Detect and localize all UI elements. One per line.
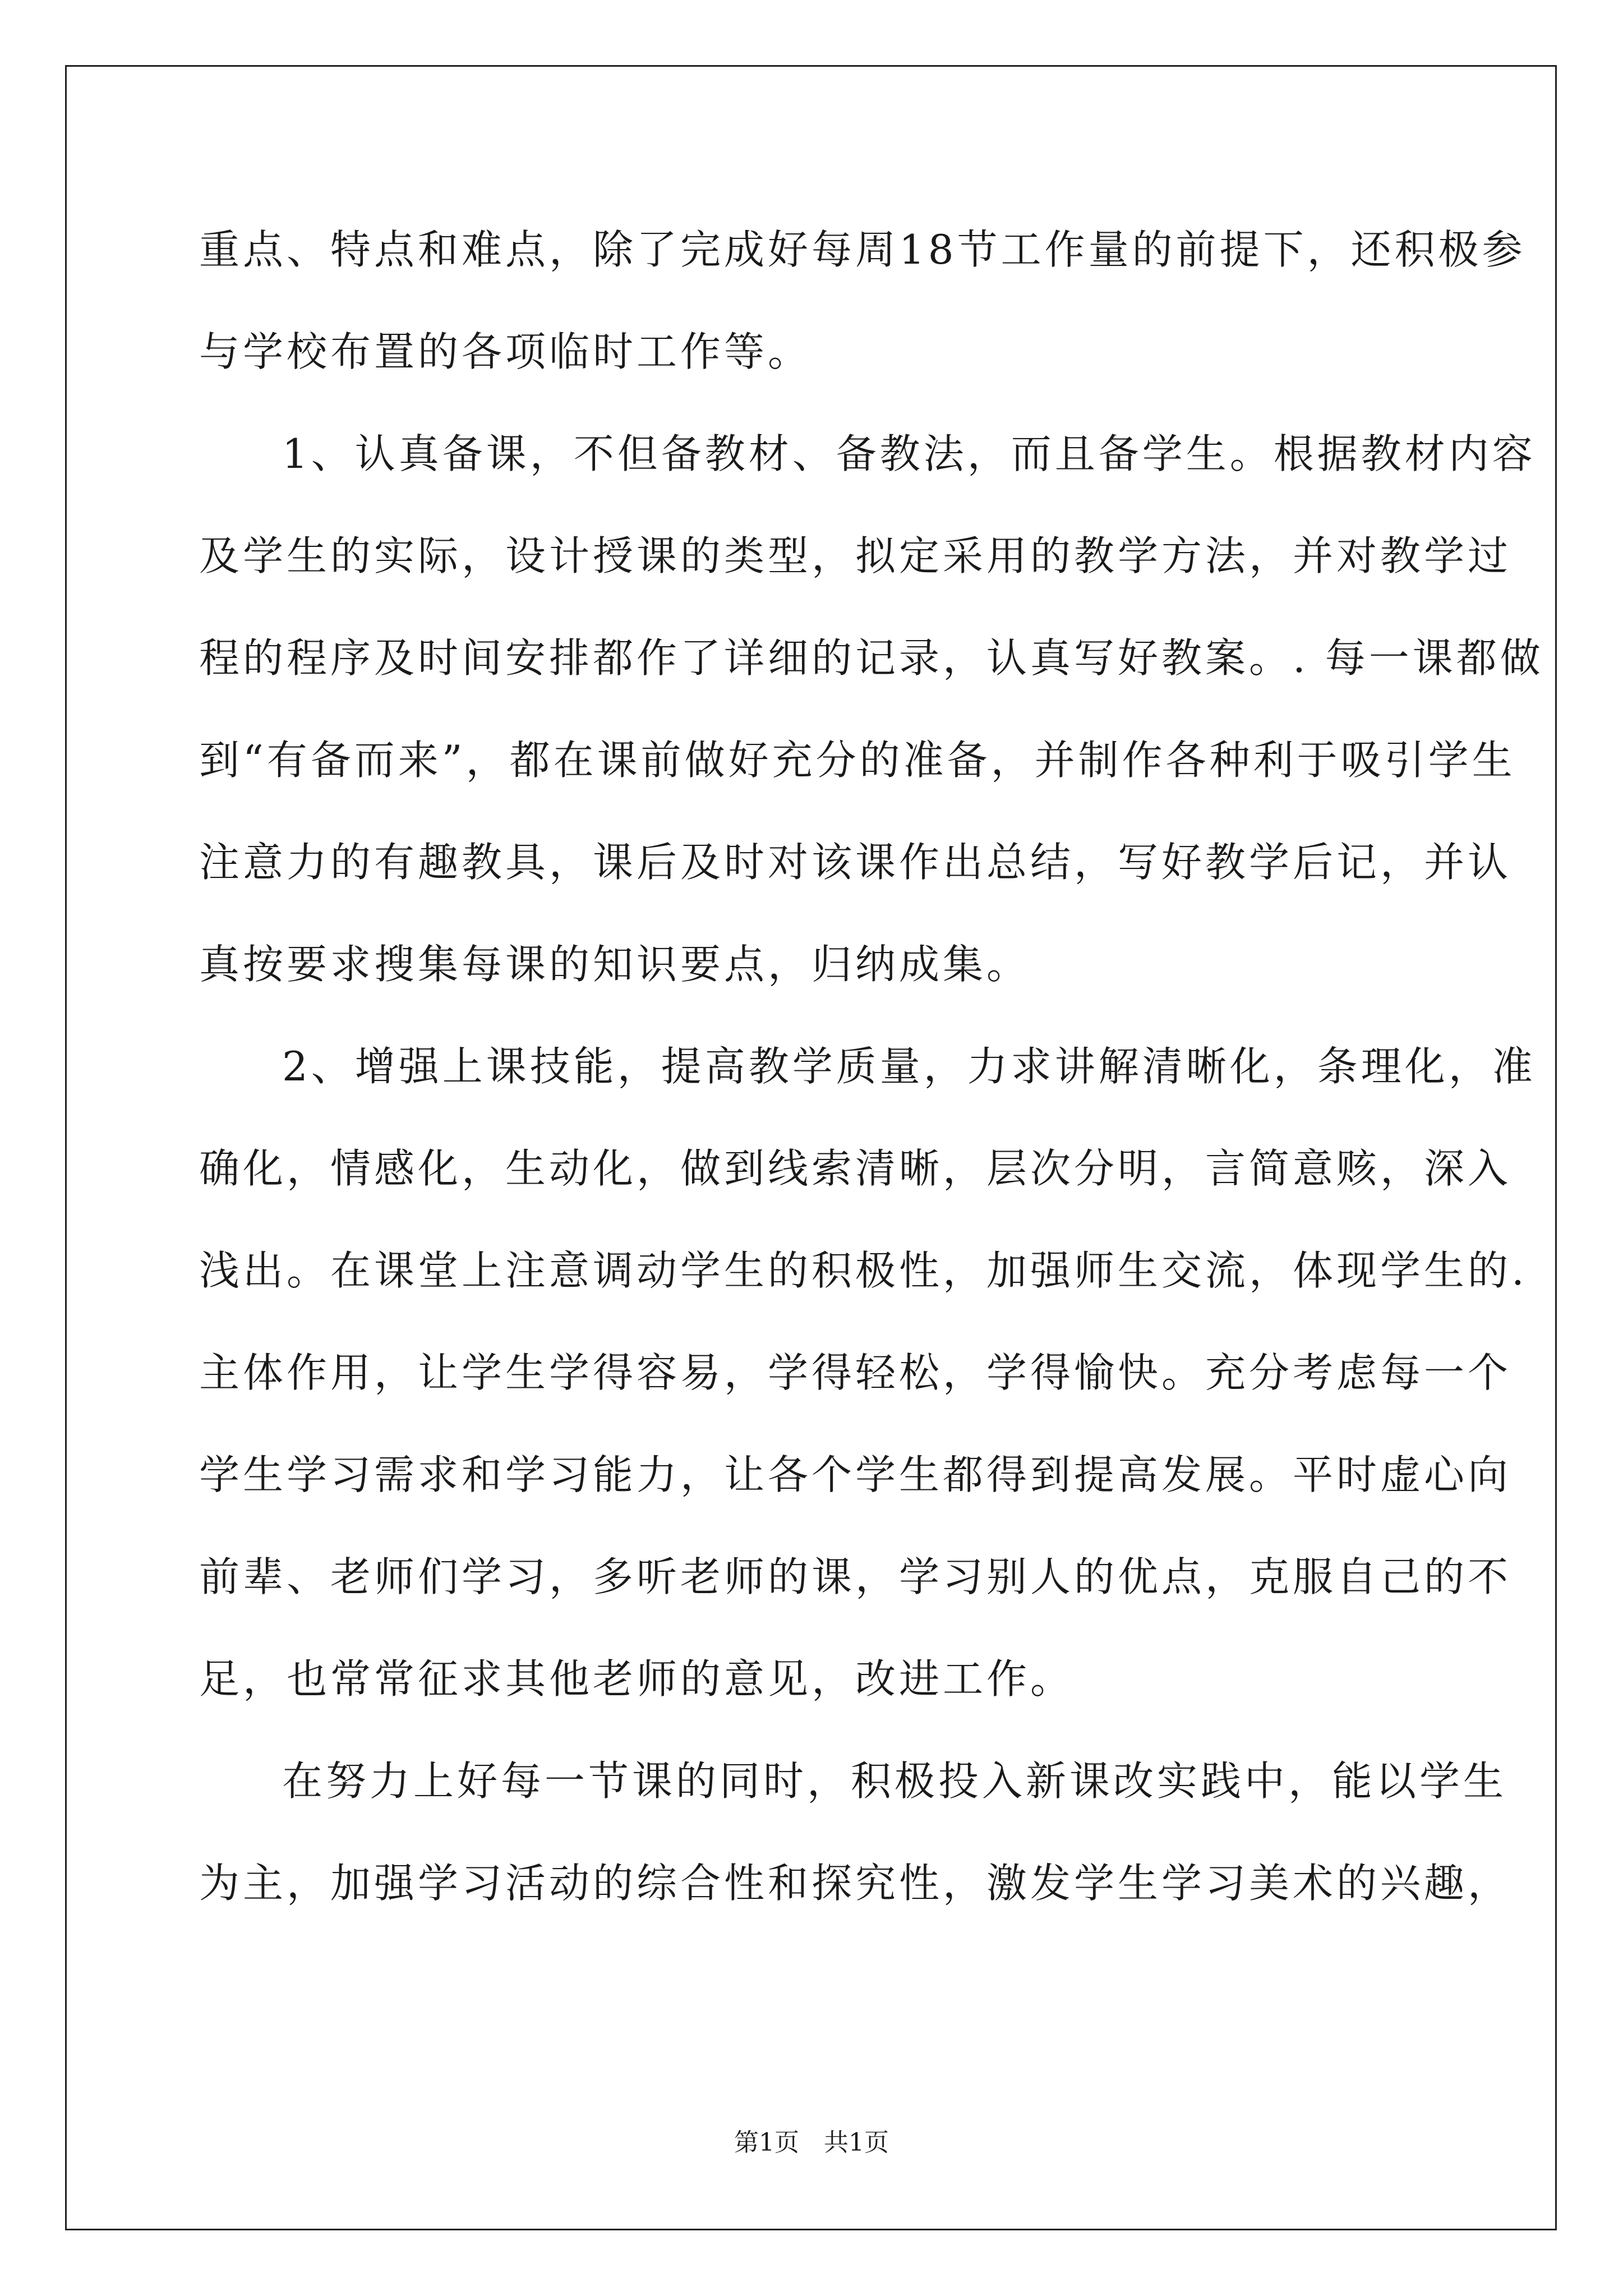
text-line-16: 在努力上好每一节课的同时，积极投入新课改实践中，能以学生: [282, 1757, 1507, 1805]
text-line-4: 及学生的实际，设计授课的类型，拟定采用的教学方法，并对教学过: [199, 532, 1512, 579]
text-line-13: 学生学习需求和学习能力，让各个学生都得到提高发展。平时虚心向: [199, 1451, 1512, 1498]
text-line-3: 1、认真备课，不但备教材、备教法，而且备学生。根据教材内容: [282, 430, 1536, 477]
text-line-9: 2、增强上课技能，提高教学质量，力求讲解清晰化，条理化，准: [282, 1043, 1536, 1090]
text-line-15: 足，也常常征求其他老师的意见，改进工作。: [199, 1655, 1075, 1703]
text-line-14: 前辈、老师们学习，多听老师的课，学习别人的优点，克服自己的不: [199, 1553, 1512, 1600]
page-footer: 第1页 共1页: [734, 2128, 889, 2157]
text-line-12: 主体作用，让学生学得容易，学得轻松，学得愉快。充分考虑每一个: [199, 1349, 1512, 1396]
text-line-1: 重点、特点和难点，除了完成好每周18节工作量的前提下，还积极参: [199, 226, 1526, 273]
text-line-17: 为主，加强学习活动的综合性和探究性，激发学生学习美术的兴趣，: [199, 1860, 1512, 1907]
text-line-6: 到“有备而来”，都在课前做好充分的准备，并制作各种利于吸引学生: [199, 737, 1516, 784]
text-line-11: 浅出。在课堂上注意调动学生的积极性，加强师生交流，体现学生的.: [199, 1247, 1528, 1294]
text-line-10: 确化，情感化，生动化，做到线索清晰，层次分明，言简意赅，深入: [199, 1145, 1512, 1192]
text-line-2: 与学校布置的各项临时工作等。: [199, 328, 812, 375]
document-body: [199, 216, 1544, 1952]
text-line-7: 注意力的有趣教具，课后及时对该课作出总结，写好教学后记，并认: [199, 839, 1512, 886]
text-line-5: 程的程序及时间安排都作了详细的记录，认真写好教案。. 每一课都做: [199, 634, 1544, 682]
text-line-8: 真按要求搜集每课的知识要点，归纳成集。: [199, 941, 1031, 988]
